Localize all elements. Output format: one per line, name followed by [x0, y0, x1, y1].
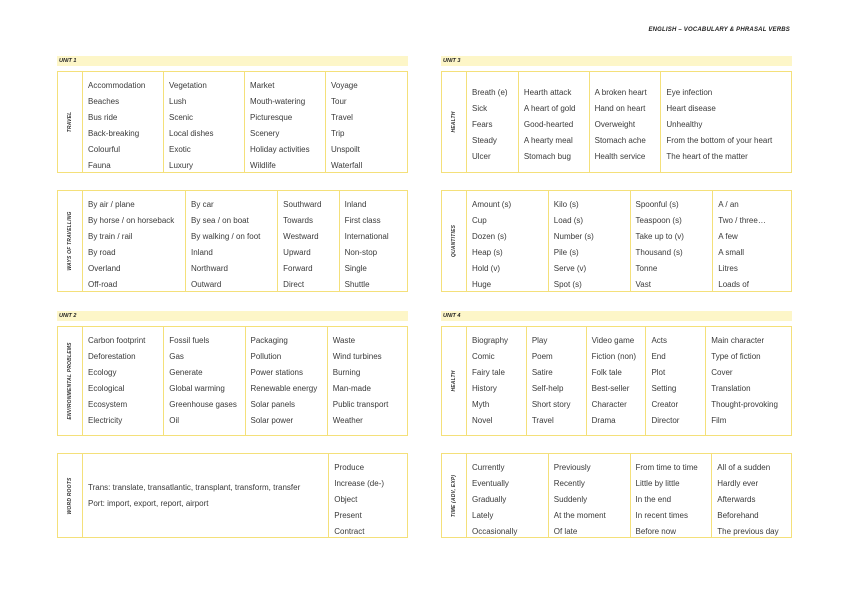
word-cell: Off-road	[88, 280, 118, 289]
word-cell: In the end	[635, 495, 672, 504]
block-travel	[57, 71, 408, 173]
word-cell: Best-seller	[591, 384, 630, 393]
block-title: WORD ROOTS	[67, 477, 73, 514]
word-cell: Wind turbines	[332, 352, 382, 361]
word-cell: Translation	[711, 384, 751, 393]
word-cell: Fears	[472, 120, 493, 129]
word-cell: Number (s)	[553, 232, 594, 241]
word-cell: Hearth attack	[523, 88, 572, 97]
word-cell: Hand on heart	[594, 104, 646, 113]
word-cell: From time to time	[635, 463, 698, 472]
word-cell: Holiday activities	[250, 145, 310, 154]
word-cell: The heart of the matter	[666, 152, 748, 161]
word-cell: Bus ride	[88, 113, 118, 122]
word-column	[245, 72, 326, 172]
word-cell: Character	[591, 400, 627, 409]
word-cell: Litres	[718, 264, 738, 273]
block-side-label	[58, 191, 83, 291]
word-cell: Generate	[169, 368, 203, 377]
word-cell: Huge	[472, 280, 492, 289]
word-cell: Market	[250, 81, 275, 90]
word-cell: Overland	[88, 264, 121, 273]
word-cell: History	[472, 384, 497, 393]
word-cell: Weather	[332, 416, 363, 425]
word-cell: Gradually	[472, 495, 507, 504]
word-cell: Southward	[283, 200, 322, 209]
word-cell: Spot (s)	[553, 280, 582, 289]
word-cell: Load (s)	[553, 216, 584, 225]
word-cell: Steady	[472, 136, 497, 145]
word-cell: By air / plane	[88, 200, 135, 209]
word-cell: Stomach bug	[523, 152, 571, 161]
word-column	[328, 327, 407, 435]
word-cell: Serve (v)	[553, 264, 587, 273]
word-column	[467, 327, 527, 435]
word-column	[278, 191, 339, 291]
word-cell: Fiction (non)	[591, 352, 637, 361]
word-cell: Kilo (s)	[553, 200, 579, 209]
word-cell: Single	[344, 264, 367, 273]
block-quantities	[441, 190, 792, 292]
word-cell: Novel	[472, 416, 493, 425]
word-cell: Colourful	[88, 145, 121, 154]
word-cell: Take up to (v)	[635, 232, 684, 241]
word-column	[646, 327, 706, 435]
block-title: ENVIRONMENTAL PROBLEMS	[67, 342, 73, 420]
block-time	[441, 453, 792, 538]
word-cell: Folk tale	[591, 368, 622, 377]
word-cell: Wildlife	[250, 161, 276, 170]
word-cell: Afterwards	[717, 495, 756, 504]
word-cell: Travel	[331, 113, 353, 122]
word-cell: A hearty meal	[523, 136, 573, 145]
word-cell: Back-breaking	[88, 129, 140, 138]
word-column	[631, 454, 713, 537]
word-cell: A few	[718, 232, 738, 241]
word-cell: Pile (s)	[553, 248, 579, 257]
word-cell: Previously	[553, 463, 591, 472]
block-word-roots	[57, 453, 408, 538]
word-column	[186, 191, 278, 291]
block-side-label	[442, 72, 467, 172]
word-cell: Cover	[711, 368, 733, 377]
word-cell: By sea / on boat	[191, 216, 249, 225]
roots-word-column	[329, 454, 407, 537]
word-column	[340, 191, 407, 291]
word-cell: By train / rail	[88, 232, 133, 241]
word-column	[467, 191, 549, 291]
word-cell: Cup	[472, 216, 487, 225]
word-cell: By walking / on foot	[191, 232, 261, 241]
word-cell: Acts	[651, 336, 667, 345]
word-cell: A broken heart	[594, 88, 647, 97]
word-cell: Recently	[553, 479, 585, 488]
word-cell: Creator	[651, 400, 679, 409]
word-cell: Burning	[332, 368, 361, 377]
word-cell: Global warming	[169, 384, 225, 393]
word-cell: Carbon footprint	[88, 336, 146, 345]
word-column	[467, 72, 519, 172]
block-side-label	[58, 327, 83, 435]
word-cell: Loads of	[718, 280, 749, 289]
word-column	[712, 454, 791, 537]
word-cell: Thought-provoking	[711, 400, 778, 409]
word-cell: Present	[334, 511, 362, 520]
word-cell: Play	[531, 336, 548, 345]
roots-line: Port: import, export, report, airport	[88, 499, 209, 508]
word-cell: At the moment	[553, 511, 606, 520]
unit-label-unit1: UNIT 1	[57, 56, 408, 66]
word-cell: Plot	[651, 368, 666, 377]
word-cell: Trip	[331, 129, 345, 138]
word-cell: Drama	[591, 416, 616, 425]
word-cell: Satire	[531, 368, 553, 377]
word-cell: Deforestation	[88, 352, 136, 361]
word-cell: Scenic	[169, 113, 194, 122]
block-title: QUANTITIES	[451, 224, 457, 258]
word-column	[549, 191, 631, 291]
word-column	[467, 454, 549, 537]
word-cell: Biography	[472, 336, 509, 345]
word-cell: Man-made	[332, 384, 371, 393]
word-cell: Spoonful (s)	[635, 200, 679, 209]
word-cell: Amount (s)	[472, 200, 512, 209]
word-cell: Ecological	[88, 384, 125, 393]
word-cell: Accommodation	[88, 81, 146, 90]
word-cell: Hardly ever	[717, 479, 759, 488]
word-cell: Westward	[283, 232, 319, 241]
word-column	[549, 454, 631, 537]
word-cell: Breath (e)	[472, 88, 508, 97]
word-cell: Beforehand	[717, 511, 759, 520]
unit-label-unit4: UNIT 4	[441, 311, 792, 321]
word-cell: Eye infection	[666, 88, 713, 97]
word-cell: Director	[651, 416, 680, 425]
word-cell: A small	[718, 248, 745, 257]
word-cell: Fauna	[88, 161, 111, 170]
word-cell: Forward	[283, 264, 313, 273]
block-side-label	[58, 454, 83, 537]
word-cell: Travel	[531, 416, 554, 425]
block-title: WAYS OF TRAVELLING	[67, 211, 73, 271]
word-cell: Contract	[334, 527, 365, 536]
word-cell: Solar panels	[250, 400, 295, 409]
word-cell: Occasionally	[472, 527, 518, 536]
word-cell: From the bottom of your heart	[666, 136, 773, 145]
word-cell: Voyage	[331, 81, 358, 90]
word-cell: Ecology	[88, 368, 117, 377]
word-cell: Myth	[472, 400, 490, 409]
word-cell: Of late	[553, 527, 578, 536]
word-cell: Overweight	[594, 120, 636, 129]
word-cell: Health service	[594, 152, 646, 161]
word-cell: Suddenly	[553, 495, 588, 504]
word-cell: Non-stop	[344, 248, 378, 257]
word-cell: Inland	[344, 200, 367, 209]
block-title: HEALTH	[451, 111, 457, 133]
roots-line: Trans: translate, transatlantic, transplant, transform, transfer	[88, 483, 301, 492]
block-side-label	[442, 191, 467, 291]
word-column	[164, 327, 245, 435]
word-cell: Eventually	[472, 479, 509, 488]
block-side-label	[442, 454, 467, 537]
word-cell: Film	[711, 416, 727, 425]
word-cell: Currently	[472, 463, 505, 472]
word-column	[83, 327, 164, 435]
word-cell: Packaging	[250, 336, 288, 345]
roots-text-column	[83, 454, 329, 537]
block-title: TRAVEL	[67, 111, 73, 133]
word-cell: Unhealthy	[666, 120, 703, 129]
word-cell: The previous day	[717, 527, 779, 536]
word-column	[164, 72, 245, 172]
unit-label-unit2: UNIT 2	[57, 311, 408, 321]
word-cell: Scenery	[250, 129, 280, 138]
word-cell: A / an	[718, 200, 739, 209]
word-cell: Mouth-watering	[250, 97, 306, 106]
word-cell: Thousand (s)	[635, 248, 683, 257]
word-cell: Self-help	[531, 384, 564, 393]
word-cell: Increase (de-)	[334, 479, 385, 488]
word-cell: A heart of gold	[523, 104, 576, 113]
word-cell: Shuttle	[344, 280, 370, 289]
block-side-label	[442, 327, 467, 435]
word-cell: Two / three…	[718, 216, 766, 225]
word-cell: End	[651, 352, 666, 361]
word-column	[587, 327, 647, 435]
block-side-label	[58, 72, 83, 172]
word-cell: Waste	[332, 336, 356, 345]
word-cell: Direct	[283, 280, 305, 289]
block-title: HEALTH	[451, 370, 457, 392]
word-cell: Beaches	[88, 97, 120, 106]
word-cell: First class	[344, 216, 381, 225]
block-title: TIME (ADV, EXP)	[451, 474, 457, 517]
word-cell: Heart disease	[666, 104, 716, 113]
word-column	[246, 327, 328, 435]
word-cell: In recent times	[635, 511, 688, 520]
word-cell: Gas	[169, 352, 184, 361]
word-column	[631, 191, 714, 291]
word-cell: Public transport	[332, 400, 389, 409]
word-cell: Good-hearted	[523, 120, 574, 129]
word-cell: Lately	[472, 511, 494, 520]
word-cell: Produce	[334, 463, 365, 472]
word-cell: Renewable energy	[250, 384, 318, 393]
word-cell: Main character	[711, 336, 765, 345]
word-cell: Electricity	[88, 416, 123, 425]
word-cell: Luxury	[169, 161, 194, 170]
word-cell: By road	[88, 248, 116, 257]
word-column	[83, 191, 186, 291]
word-cell: Object	[334, 495, 358, 504]
word-cell: Ecosystem	[88, 400, 128, 409]
word-cell: Picturesque	[250, 113, 293, 122]
word-cell: Dozen (s)	[472, 232, 507, 241]
word-cell: Poem	[531, 352, 553, 361]
word-column	[83, 72, 164, 172]
word-column	[326, 72, 407, 172]
block-ways-of-travelling	[57, 190, 408, 292]
word-cell: Vast	[635, 280, 651, 289]
word-cell: Solar power	[250, 416, 294, 425]
word-cell: By horse / on horseback	[88, 216, 175, 225]
block-books	[441, 326, 792, 436]
word-cell: Upward	[283, 248, 311, 257]
word-cell: Tour	[331, 97, 347, 106]
word-column	[713, 191, 791, 291]
word-cell: Local dishes	[169, 129, 214, 138]
word-cell: Northward	[191, 264, 228, 273]
page-header: ENGLISH – VOCABULARY & PHRASAL VERBS	[648, 27, 790, 33]
word-cell: Sick	[472, 104, 488, 113]
word-cell: Tonne	[635, 264, 658, 273]
word-cell: Towards	[283, 216, 313, 225]
word-column	[706, 327, 791, 435]
word-cell: Power stations	[250, 368, 303, 377]
word-cell: Video game	[591, 336, 635, 345]
word-column	[590, 72, 662, 172]
word-cell: Outward	[191, 280, 222, 289]
unit-label-unit3: UNIT 3	[441, 56, 792, 66]
word-cell: International	[344, 232, 389, 241]
block-health	[441, 71, 792, 173]
word-cell: By car	[191, 200, 214, 209]
word-cell: Ulcer	[472, 152, 491, 161]
word-cell: Inland	[191, 248, 213, 257]
word-column	[661, 72, 791, 172]
word-cell: Lush	[169, 97, 187, 106]
word-column	[519, 72, 590, 172]
word-cell: Waterfall	[331, 161, 363, 170]
block-environmental-problems	[57, 326, 408, 436]
word-column	[527, 327, 587, 435]
word-cell: Pollution	[250, 352, 282, 361]
word-cell: Heap (s)	[472, 248, 503, 257]
word-cell: Oil	[169, 416, 180, 425]
word-cell: Setting	[651, 384, 677, 393]
word-cell: Stomach ache	[594, 136, 646, 145]
word-cell: Greenhouse gases	[169, 400, 237, 409]
word-cell: Before now	[635, 527, 676, 536]
word-cell: Short story	[531, 400, 571, 409]
word-cell: Teaspoon (s)	[635, 216, 682, 225]
word-cell: Hold (v)	[472, 264, 501, 273]
word-cell: Exotic	[169, 145, 191, 154]
word-cell: Fairy tale	[472, 368, 505, 377]
word-cell: Type of fiction	[711, 352, 761, 361]
word-cell: Vegetation	[169, 81, 207, 90]
word-cell: All of a sudden	[717, 463, 771, 472]
word-cell: Little by little	[635, 479, 680, 488]
word-cell: Unspoilt	[331, 145, 360, 154]
word-cell: Fossil fuels	[169, 336, 210, 345]
word-cell: Comic	[472, 352, 495, 361]
